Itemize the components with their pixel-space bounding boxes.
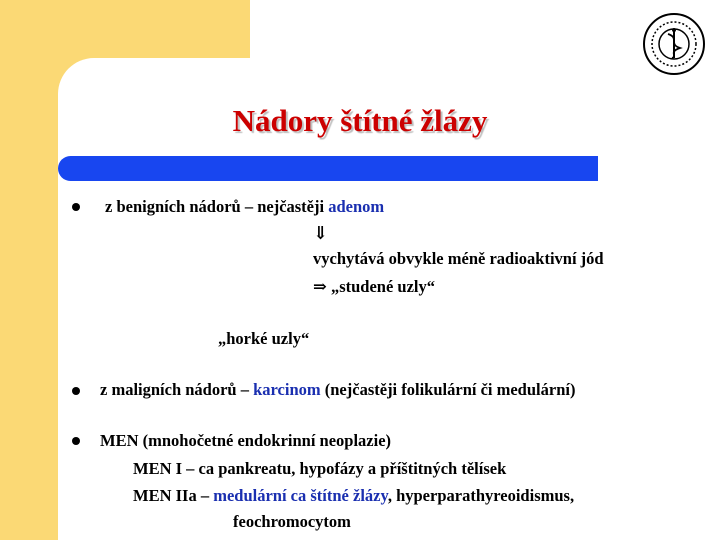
bullet-men: MEN (mnohočetné endokrinní neoplazie) <box>100 431 392 450</box>
bullet-malignant <box>100 380 575 400</box>
men2-line <box>133 486 574 506</box>
hot-nodes-line: „horké uzly“ <box>218 329 310 348</box>
adenom-highlight: adenom <box>328 197 385 216</box>
university-seal-icon <box>642 12 706 76</box>
malignant-suffix: (nejčastěji folikulární či medulární) <box>320 380 576 399</box>
benign-text: z benigních nádorů – nejčastěji <box>105 197 329 216</box>
men2-highlight: medulární ca štítné žlázy <box>213 486 388 505</box>
karcinom-highlight: karcinom <box>253 380 321 399</box>
men2-continuation: feochromocytom <box>233 512 351 531</box>
men2-prefix: MEN IIa – <box>133 486 214 505</box>
cold-nodes-line: ⇒ „studené uzly“ <box>313 277 436 296</box>
title-bar <box>58 156 598 181</box>
men1-line: MEN I – ca pankreatu, hypofázy a příštitných tělísek <box>133 459 507 478</box>
slide-title: Nádory štítné žlázy <box>232 103 488 138</box>
bullet-dot <box>72 437 80 445</box>
malignant-prefix: z maligních nádorů – <box>100 380 254 399</box>
catches-line: vychytává obvykle méně radioaktivní jód <box>313 249 604 268</box>
men2-suffix: , hyperparathyreoidismus, <box>387 486 575 505</box>
bullet-dot <box>72 203 80 211</box>
bullet-dot <box>72 387 80 395</box>
bullet-benign <box>105 197 384 217</box>
arrow-down: ⇓ <box>313 223 329 243</box>
